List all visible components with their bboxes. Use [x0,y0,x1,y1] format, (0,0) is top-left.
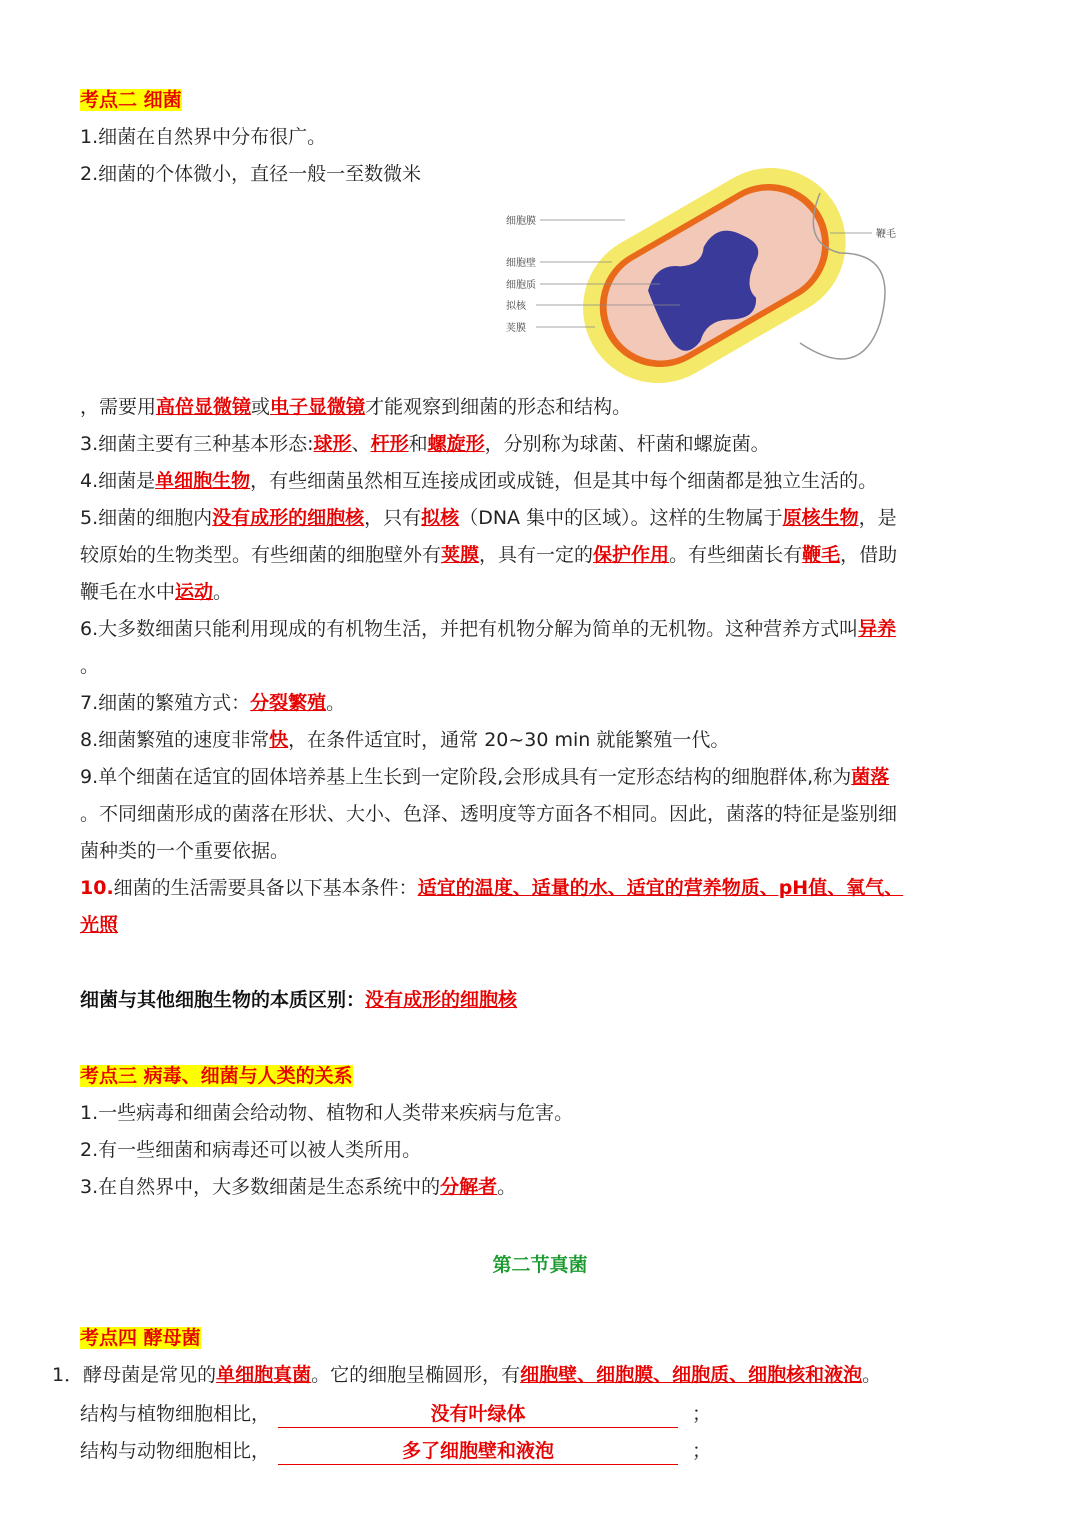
para-s2-2b: ，需要用高倍显微镜或电子显微镜才能观察到细菌的形态和结构。 [80,396,632,418]
question-animal-compare: 结构与动物细胞相比， 多了细胞壁和液泡 ； [80,1433,1018,1470]
para-s2-9: 9.单个细菌在适宜的固体培养基上生长到一定阶段,会形成具有一定形态结构的细胞群体,称为菌落 [80,766,890,788]
heading-s3 [80,1058,1018,1095]
para-s2-2: 2.细菌的个体微小，直径一般一至数微米 [80,163,422,185]
para-s2-7: 7.细菌的繁殖方式：分裂繁殖。 [80,692,346,714]
para-s2-9-line2: 。不同细菌形成的菌落在形状、大小、色泽、透明度等方面各不相同。因此，菌落的特征是鉴别细 [80,803,898,825]
para-s2-6: 6.大多数细菌只能利用现成的有机物生活，并把有机物分解为简单的无机物。这种营养方式叫异养 [80,618,897,640]
heading-s3-text: 考点三 病毒、细菌与人类的关系 [80,1065,353,1087]
para-s2-9-line3: 菌种类的一个重要依据。 [80,840,290,862]
para-s3-2: 2.有一些细菌和病毒还可以被人类所用。 [80,1139,422,1161]
diagram-label-capsule: 荚膜 [506,323,526,334]
bacteria-diagram [500,158,930,388]
diagram-label-nucleoid: 拟核 [506,301,526,312]
heading-s4-text: 考点四 酵母菌 [80,1327,201,1349]
para-s2-10: 10.细菌的生活需要具备以下基本条件：适宜的温度、适量的水、适宜的营养物质、pH值、氧气、 [80,877,904,899]
answer-blank-plant: 没有叶绿体 [278,1401,678,1428]
para-s3-1: 1.一些病毒和细菌会给动物、植物和人类带来疾病与危害。 [80,1102,574,1124]
heading-s4 [80,1320,1018,1357]
diagram-label-flagellum: 鞭毛 [876,229,896,240]
para-s2-6-line2: 。 [80,655,100,677]
para-s2-5-line3: 鞭毛在水中运动。 [80,581,233,603]
diagram-label-wall: 细胞壁 [506,258,536,269]
para-s2-4: 4.细菌是单细胞生物，有些细菌虽然相互连接成团或成链，但是其中每个细菌都是独立生活的。 [80,470,878,492]
para-s2-3: 3.细菌主要有三种基本形态:球形、杆形和螺旋形，分别称为球菌、杆菌和螺旋菌。 [80,433,770,455]
heading-s2-text: 考点二 细菌 [80,89,182,111]
diagram-label-cytoplasm: 细胞质 [506,280,536,291]
para-s2-1: 1.细菌在自然界中分布很广。 [80,126,327,148]
essential-difference: 细菌与其他细胞生物的本质区别：没有成形的细胞核 [80,989,518,1011]
answer-blank-animal: 多了细胞壁和液泡 [278,1438,678,1465]
diagram-label-membrane: 细胞膜 [506,216,536,227]
para-s4-1: 1．酵母菌是常见的单细胞真菌。它的细胞呈椭圆形，有细胞壁、细胞膜、细胞质、细胞核和液泡。 [52,1364,882,1386]
para-s2-5: 5.细菌的细胞内没有成形的细胞核，只有拟核（DNA 集中的区域）。这样的生物属于原核生物，是 [80,507,897,529]
para-s2-10-line2: 光照 [80,914,119,936]
question-plant-compare: 结构与植物细胞相比， 没有叶绿体 ； [80,1396,1018,1433]
para-s3-3: 3.在自然界中，大多数细菌是生态系统中的分解者。 [80,1176,517,1198]
section-title-fungi: 第二节真菌 [492,1254,588,1276]
para-s2-8: 8.细菌繁殖的速度非常快，在条件适宜时，通常 20~30 min 就能繁殖一代。 [80,729,730,751]
para-s2-5-line2: 较原始的生物类型。有些细菌的细胞壁外有荚膜，具有一定的保护作用。有些细菌长有鞭毛，借助 [80,544,898,566]
heading-s2 [80,82,1018,119]
